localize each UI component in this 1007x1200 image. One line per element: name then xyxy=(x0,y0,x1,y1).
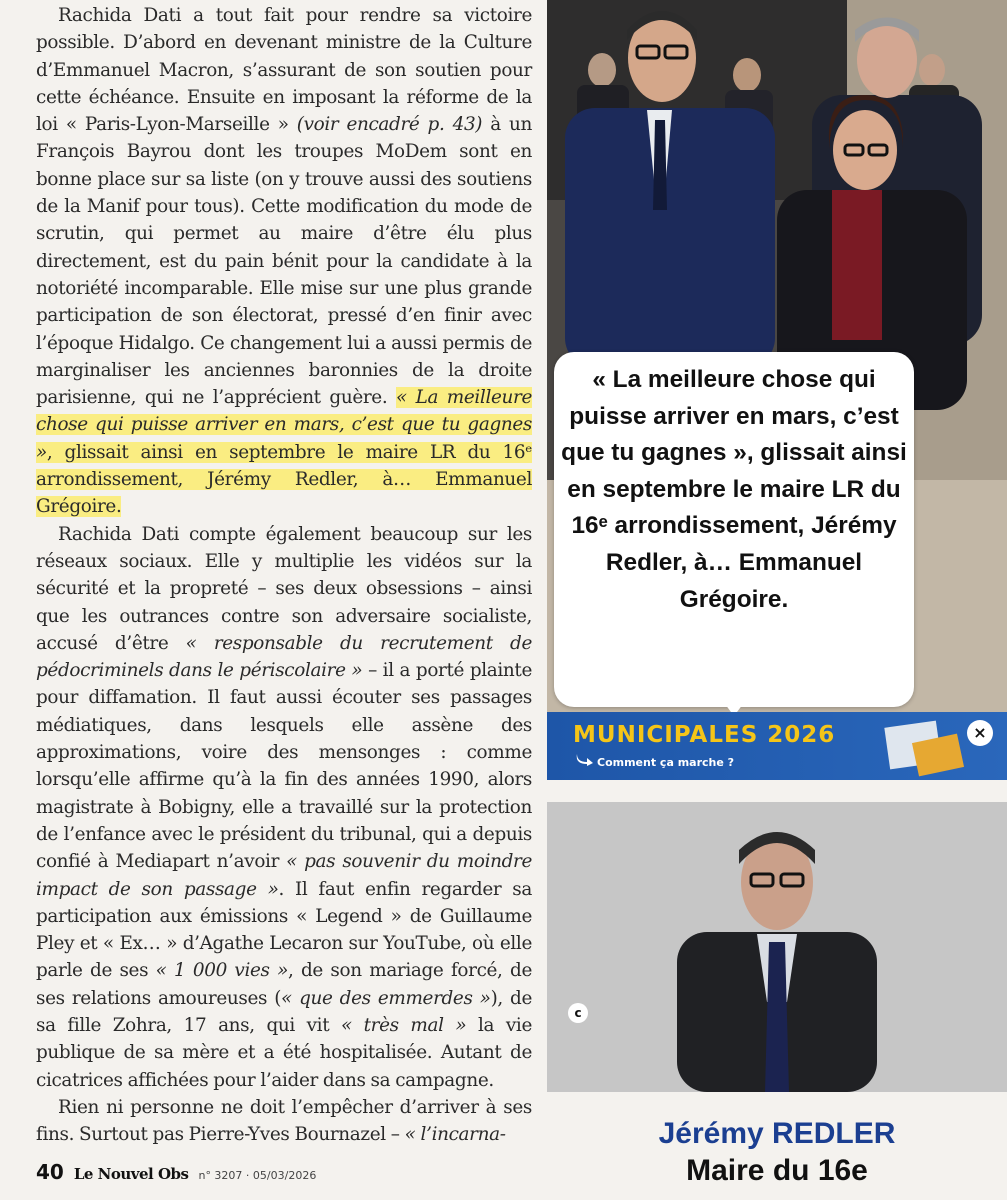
page-number: 40 xyxy=(36,1160,64,1184)
close-button[interactable]: × xyxy=(967,720,993,746)
page-reference: (voir encadré p. 43) xyxy=(296,114,483,136)
portrait-illustration xyxy=(547,802,1007,1092)
portrait-photo xyxy=(547,802,1007,1092)
issue-info: n° 3207 · 05/03/2026 xyxy=(198,1169,317,1182)
municipales-banner[interactable] xyxy=(547,712,1007,780)
article-column xyxy=(36,2,533,1146)
banner-subtitle-link[interactable]: Comment ça marche ? xyxy=(597,756,735,769)
banner-title: MUNICIPALES 2026 xyxy=(573,722,836,748)
photo-credit-badge: c xyxy=(568,1003,588,1023)
arrow-icon xyxy=(575,752,595,766)
article-paragraph-3: Rien ni personne ne doit l’empêcher d’arriver à ses fins. Surtout pas Pierre-Yves Bournazel – « l’incarna- xyxy=(36,1096,532,1146)
page-footer xyxy=(36,1160,536,1186)
ballot-envelope-icon xyxy=(885,720,965,776)
caption-role: Maire du 16e xyxy=(686,1154,868,1187)
bubble-quote-text: « La meilleure chose qui puisse arriver en mars, c’est que tu gagnes », glissait ainsi en septembre le maire LR du 16ᵉ arrondissement, Jérémy Redler, à… Emmanuel Grégoire. xyxy=(561,366,907,613)
article-paragraph-1: Rachida Dati a tout fait pour rendre sa victoire possible. D’abord en devenant ministre de la Culture d’Emmanuel Macron, s’assurant de son soutien pour cette échéance. Ensuite en imposant la réforme de la loi « Paris-Lyon-Marseille » (voir encadré p. 43) à un François Bayrou dont les troupes MoDem sont en bonne place sur sa liste (on y trouve aussi des soutiens de la Manif pour tous). Cette modification du mode de scrutin, qui permet au maire d’être élu plus directement, est du pain bénit pour la candidate à la notoriété incomparable. Elle mise sur une plus grande participation de son électorat, pressé d’en finir avec l’époque Hidalgo. Ce changement lui a aussi permis de marginaliser les anciennes baronnies de la droite parisienne, qui ne l’apprécient guère. « La meilleure chose qui puisse arriver en mars, c’est que tu gagnes », glissait ainsi en septembre le maire LR du 16ᵉ arrondissement, Jérémy Redler, à… Emmanuel Grégoire. xyxy=(36,5,533,518)
highlighted-quote: « La meilleure chose qui puisse arriver en mars, c’est que tu gagnes », glissait ainsi en septembre le maire LR du 16ᵉ arrondissement, Jérémy Redler, à… Emmanuel Grégoire. xyxy=(36,387,533,518)
article-paragraph-2: Rachida Dati compte également beaucoup sur les réseaux sociaux. Elle y multiplie les vidéos sur la sécurité et la propreté – ses deux obsessions – ainsi que les outrances contre son adversaire socialiste, accusé d’être « responsable du recrutement de pédocriminels dans le périscolaire » – il a porté plainte pour diffamation. Il faut aussi écouter ses passages médiatiques, dans lesquels elle assène des approximations, voire des mensonges : comme lorsqu’elle affirme qu’à la fin des années 1990, alors magistrate à Bobigny, elle a travaillé sur la protection de l’enfance avec le président du tribunal, qui a depuis confié à Mediapart n’avoir « pas souvenir du moindre impact de son passage ». Il faut enfin regarder sa participation aux émissions « Legend » de Guillaume Pley et « Ex… » d’Agathe Lecaron sur YouTube, où elle parle de ses « 1 000 vies », de son mariage forcé, de ses relations amoureuses (« que des emmerdes »), de sa fille Zohra, 17 ans, qui vit « très mal » la vie publique de sa mère et a été hospitalisée. Autant de cicatrices affichées pour l’aider dans sa campagne. xyxy=(36,523,533,1091)
magazine-name: Le Nouvel Obs xyxy=(73,1165,189,1183)
caption-name: Jérémy REDLER xyxy=(658,1117,896,1150)
